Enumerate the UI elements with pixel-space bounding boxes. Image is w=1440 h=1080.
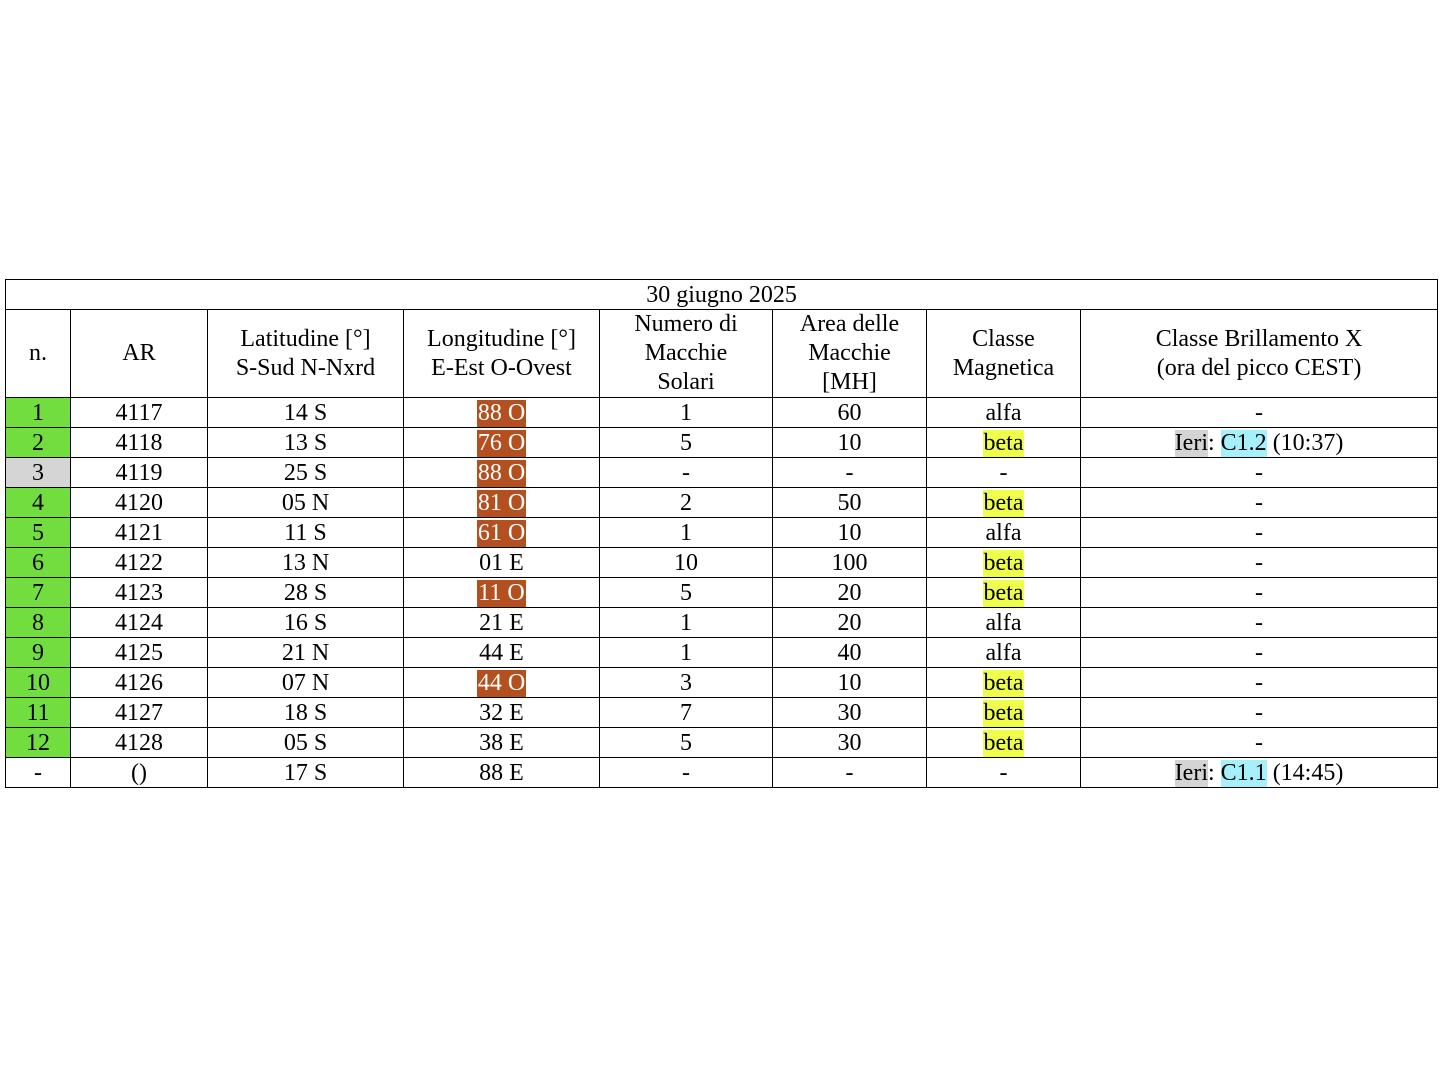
sunspot-count-cell: 1 (600, 398, 773, 428)
sunspot-count-cell: - (600, 758, 773, 788)
table-row (6, 458, 1438, 488)
column-header-line: S-Sud N-Nxrd (235, 354, 376, 381)
flare-class-cell: - (1081, 398, 1438, 428)
column-header-line: Numero di (634, 311, 738, 337)
longitude-highlight: 76 O (477, 429, 526, 456)
longitude-cell: 21 E (404, 608, 600, 638)
longitude-highlight: 44 O (477, 669, 526, 696)
latitude-cell: 25 S (208, 458, 404, 488)
column-header-line: Latitudine [°] (240, 325, 371, 352)
ar-cell: () (71, 758, 208, 788)
ar-cell: 4118 (71, 428, 208, 458)
magnetic-class-cell: alfa (927, 638, 1081, 668)
row-number-cell: 8 (6, 608, 71, 638)
ar-cell: 4126 (71, 668, 208, 698)
longitude-highlight: 11 O (478, 579, 525, 606)
latitude-cell: 17 S (208, 758, 404, 788)
flare-class-cell (1081, 428, 1438, 458)
longitude-cell (404, 518, 600, 548)
flare-class-cell: - (1081, 578, 1438, 608)
sunspot-area-cell: 30 (773, 728, 927, 758)
flare-class-cell: - (1081, 638, 1438, 668)
flare-class-cell: - (1081, 458, 1438, 488)
sunspot-count-cell: 5 (600, 728, 773, 758)
row-number-cell: 5 (6, 518, 71, 548)
sunspot-count-cell: 7 (600, 698, 773, 728)
column-header-line: (ora del picco CEST) (1156, 354, 1362, 381)
flare-class-cell: - (1081, 518, 1438, 548)
column-header-line: Macchie (644, 340, 728, 366)
flare-class-cell: - (1081, 488, 1438, 518)
magnetic-class-highlight: beta (983, 579, 1024, 606)
table-body (6, 398, 1438, 788)
magnetic-class-cell (927, 668, 1081, 698)
magnetic-class-cell (927, 728, 1081, 758)
column-header-line: Macchie (808, 340, 891, 366)
flare-peak-time: (14:45) (1266, 759, 1344, 786)
table-row (6, 518, 1438, 548)
column-header-line: AR (122, 340, 156, 366)
longitude-cell (404, 428, 600, 458)
sunspot-count-cell: 10 (600, 548, 773, 578)
table-row (6, 638, 1438, 668)
sunspot-count-cell: 1 (600, 608, 773, 638)
longitude-highlight: 61 O (477, 519, 526, 546)
table-row (6, 488, 1438, 518)
magnetic-class-highlight: beta (983, 729, 1024, 756)
table-row (6, 758, 1438, 788)
magnetic-class-cell (927, 548, 1081, 578)
latitude-cell: 05 N (208, 488, 404, 518)
magnetic-class-cell: alfa (927, 608, 1081, 638)
magnetic-class-highlight: beta (983, 549, 1024, 576)
magnetic-class-highlight: beta (983, 699, 1024, 726)
latitude-cell: 05 S (208, 728, 404, 758)
flare-class: C1.1 (1220, 759, 1267, 786)
sunspot-count-cell: 5 (600, 578, 773, 608)
row-number-cell: 11 (6, 698, 71, 728)
latitude-cell: 07 N (208, 668, 404, 698)
solar-regions-table (5, 279, 1438, 788)
longitude-highlight: 88 O (477, 399, 526, 426)
row-number-cell: 6 (6, 548, 71, 578)
flare-class-cell (1081, 758, 1438, 788)
column-header-lon (404, 310, 600, 398)
header-row (6, 310, 1438, 398)
longitude-highlight: 88 O (477, 459, 526, 486)
table-row (6, 428, 1438, 458)
ar-cell: 4121 (71, 518, 208, 548)
magnetic-class-cell (927, 428, 1081, 458)
row-number-cell: 2 (6, 428, 71, 458)
row-number-cell: - (6, 758, 71, 788)
column-header-line: Magnetica (952, 354, 1055, 381)
flare-class-cell: - (1081, 698, 1438, 728)
magnetic-class-cell (927, 488, 1081, 518)
table-row (6, 698, 1438, 728)
magnetic-class-cell (927, 578, 1081, 608)
flare-class-cell: - (1081, 668, 1438, 698)
longitude-cell (404, 668, 600, 698)
sunspot-area-cell: 10 (773, 428, 927, 458)
longitude-cell: 44 E (404, 638, 600, 668)
sunspot-area-cell: 10 (773, 668, 927, 698)
sunspot-count-cell: 1 (600, 638, 773, 668)
flare-peak-time: (10:37) (1266, 429, 1344, 456)
column-header-mag (927, 310, 1081, 398)
magnetic-class-highlight: beta (983, 669, 1024, 696)
longitude-cell: 38 E (404, 728, 600, 758)
table-title: 30 giugno 2025 (6, 280, 1438, 310)
row-number-cell: 10 (6, 668, 71, 698)
row-number-cell: 4 (6, 488, 71, 518)
latitude-cell: 13 N (208, 548, 404, 578)
flare-when: Ieri (1174, 759, 1208, 786)
latitude-cell: 21 N (208, 638, 404, 668)
magnetic-class-cell: alfa (927, 518, 1081, 548)
sunspot-area-cell: 30 (773, 698, 927, 728)
column-header-line: Area delle (799, 311, 900, 337)
ar-cell: 4125 (71, 638, 208, 668)
sunspot-count-cell: 1 (600, 518, 773, 548)
flare-class-cell: - (1081, 548, 1438, 578)
column-header-flare (1081, 310, 1438, 398)
latitude-cell: 13 S (208, 428, 404, 458)
table-row (6, 608, 1438, 638)
sunspot-area-cell: 100 (773, 548, 927, 578)
table-row (6, 728, 1438, 758)
column-header-n (6, 310, 71, 398)
table-row (6, 668, 1438, 698)
sunspot-count-cell: 5 (600, 428, 773, 458)
latitude-cell: 11 S (208, 518, 404, 548)
latitude-cell: 16 S (208, 608, 404, 638)
column-header-line: Solari (657, 369, 715, 395)
longitude-cell (404, 578, 600, 608)
row-number-cell: 3 (6, 458, 71, 488)
flare-separator: : (1208, 759, 1221, 786)
sunspot-count-cell: 2 (600, 488, 773, 518)
flare-class-cell: - (1081, 608, 1438, 638)
ar-cell: 4120 (71, 488, 208, 518)
ar-cell: 4119 (71, 458, 208, 488)
magnetic-class-cell: alfa (927, 398, 1081, 428)
magnetic-class-cell: - (927, 458, 1081, 488)
sunspot-count-cell: 3 (600, 668, 773, 698)
ar-cell: 4124 (71, 608, 208, 638)
column-header-line: E-Est O-Ovest (431, 354, 572, 381)
sunspot-area-cell: 20 (773, 608, 927, 638)
sunspot-count-cell: - (600, 458, 773, 488)
column-header-line: [MH] (822, 369, 877, 395)
latitude-cell: 18 S (208, 698, 404, 728)
longitude-cell (404, 398, 600, 428)
column-header-line: Classe (972, 325, 1035, 352)
longitude-cell (404, 458, 600, 488)
sunspot-area-cell: - (773, 458, 927, 488)
column-header-lat (208, 310, 404, 398)
ar-cell: 4117 (71, 398, 208, 428)
sunspot-area-cell: 10 (773, 518, 927, 548)
column-header-spots (600, 310, 773, 398)
latitude-cell: 14 S (208, 398, 404, 428)
column-header-ar (71, 310, 208, 398)
longitude-cell: 88 E (404, 758, 600, 788)
row-number-cell: 12 (6, 728, 71, 758)
sunspot-area-cell: 40 (773, 638, 927, 668)
sunspot-area-cell: 20 (773, 578, 927, 608)
ar-cell: 4123 (71, 578, 208, 608)
table-row (6, 398, 1438, 428)
flare-when: Ieri (1174, 429, 1208, 456)
column-header-line: Classe Brillamento X (1155, 325, 1363, 352)
sunspot-area-cell: 60 (773, 398, 927, 428)
magnetic-class-cell (927, 698, 1081, 728)
magnetic-class-highlight: beta (983, 489, 1024, 516)
ar-cell: 4127 (71, 698, 208, 728)
magnetic-class-cell: - (927, 758, 1081, 788)
column-header-area (773, 310, 927, 398)
table-row (6, 578, 1438, 608)
flare-separator: : (1208, 429, 1221, 456)
ar-cell: 4128 (71, 728, 208, 758)
flare-class: C1.2 (1220, 429, 1267, 456)
longitude-cell: 01 E (404, 548, 600, 578)
longitude-cell (404, 488, 600, 518)
column-header-line: n. (29, 340, 47, 366)
flare-class-cell: - (1081, 728, 1438, 758)
row-number-cell: 9 (6, 638, 71, 668)
sunspot-area-cell: 50 (773, 488, 927, 518)
latitude-cell: 28 S (208, 578, 404, 608)
longitude-highlight: 81 O (477, 489, 526, 516)
longitude-cell: 32 E (404, 698, 600, 728)
column-header-line: Longitudine [°] (427, 325, 576, 352)
ar-cell: 4122 (71, 548, 208, 578)
sunspot-area-cell: - (773, 758, 927, 788)
row-number-cell: 1 (6, 398, 71, 428)
row-number-cell: 7 (6, 578, 71, 608)
magnetic-class-highlight: beta (983, 429, 1024, 456)
table-row (6, 548, 1438, 578)
